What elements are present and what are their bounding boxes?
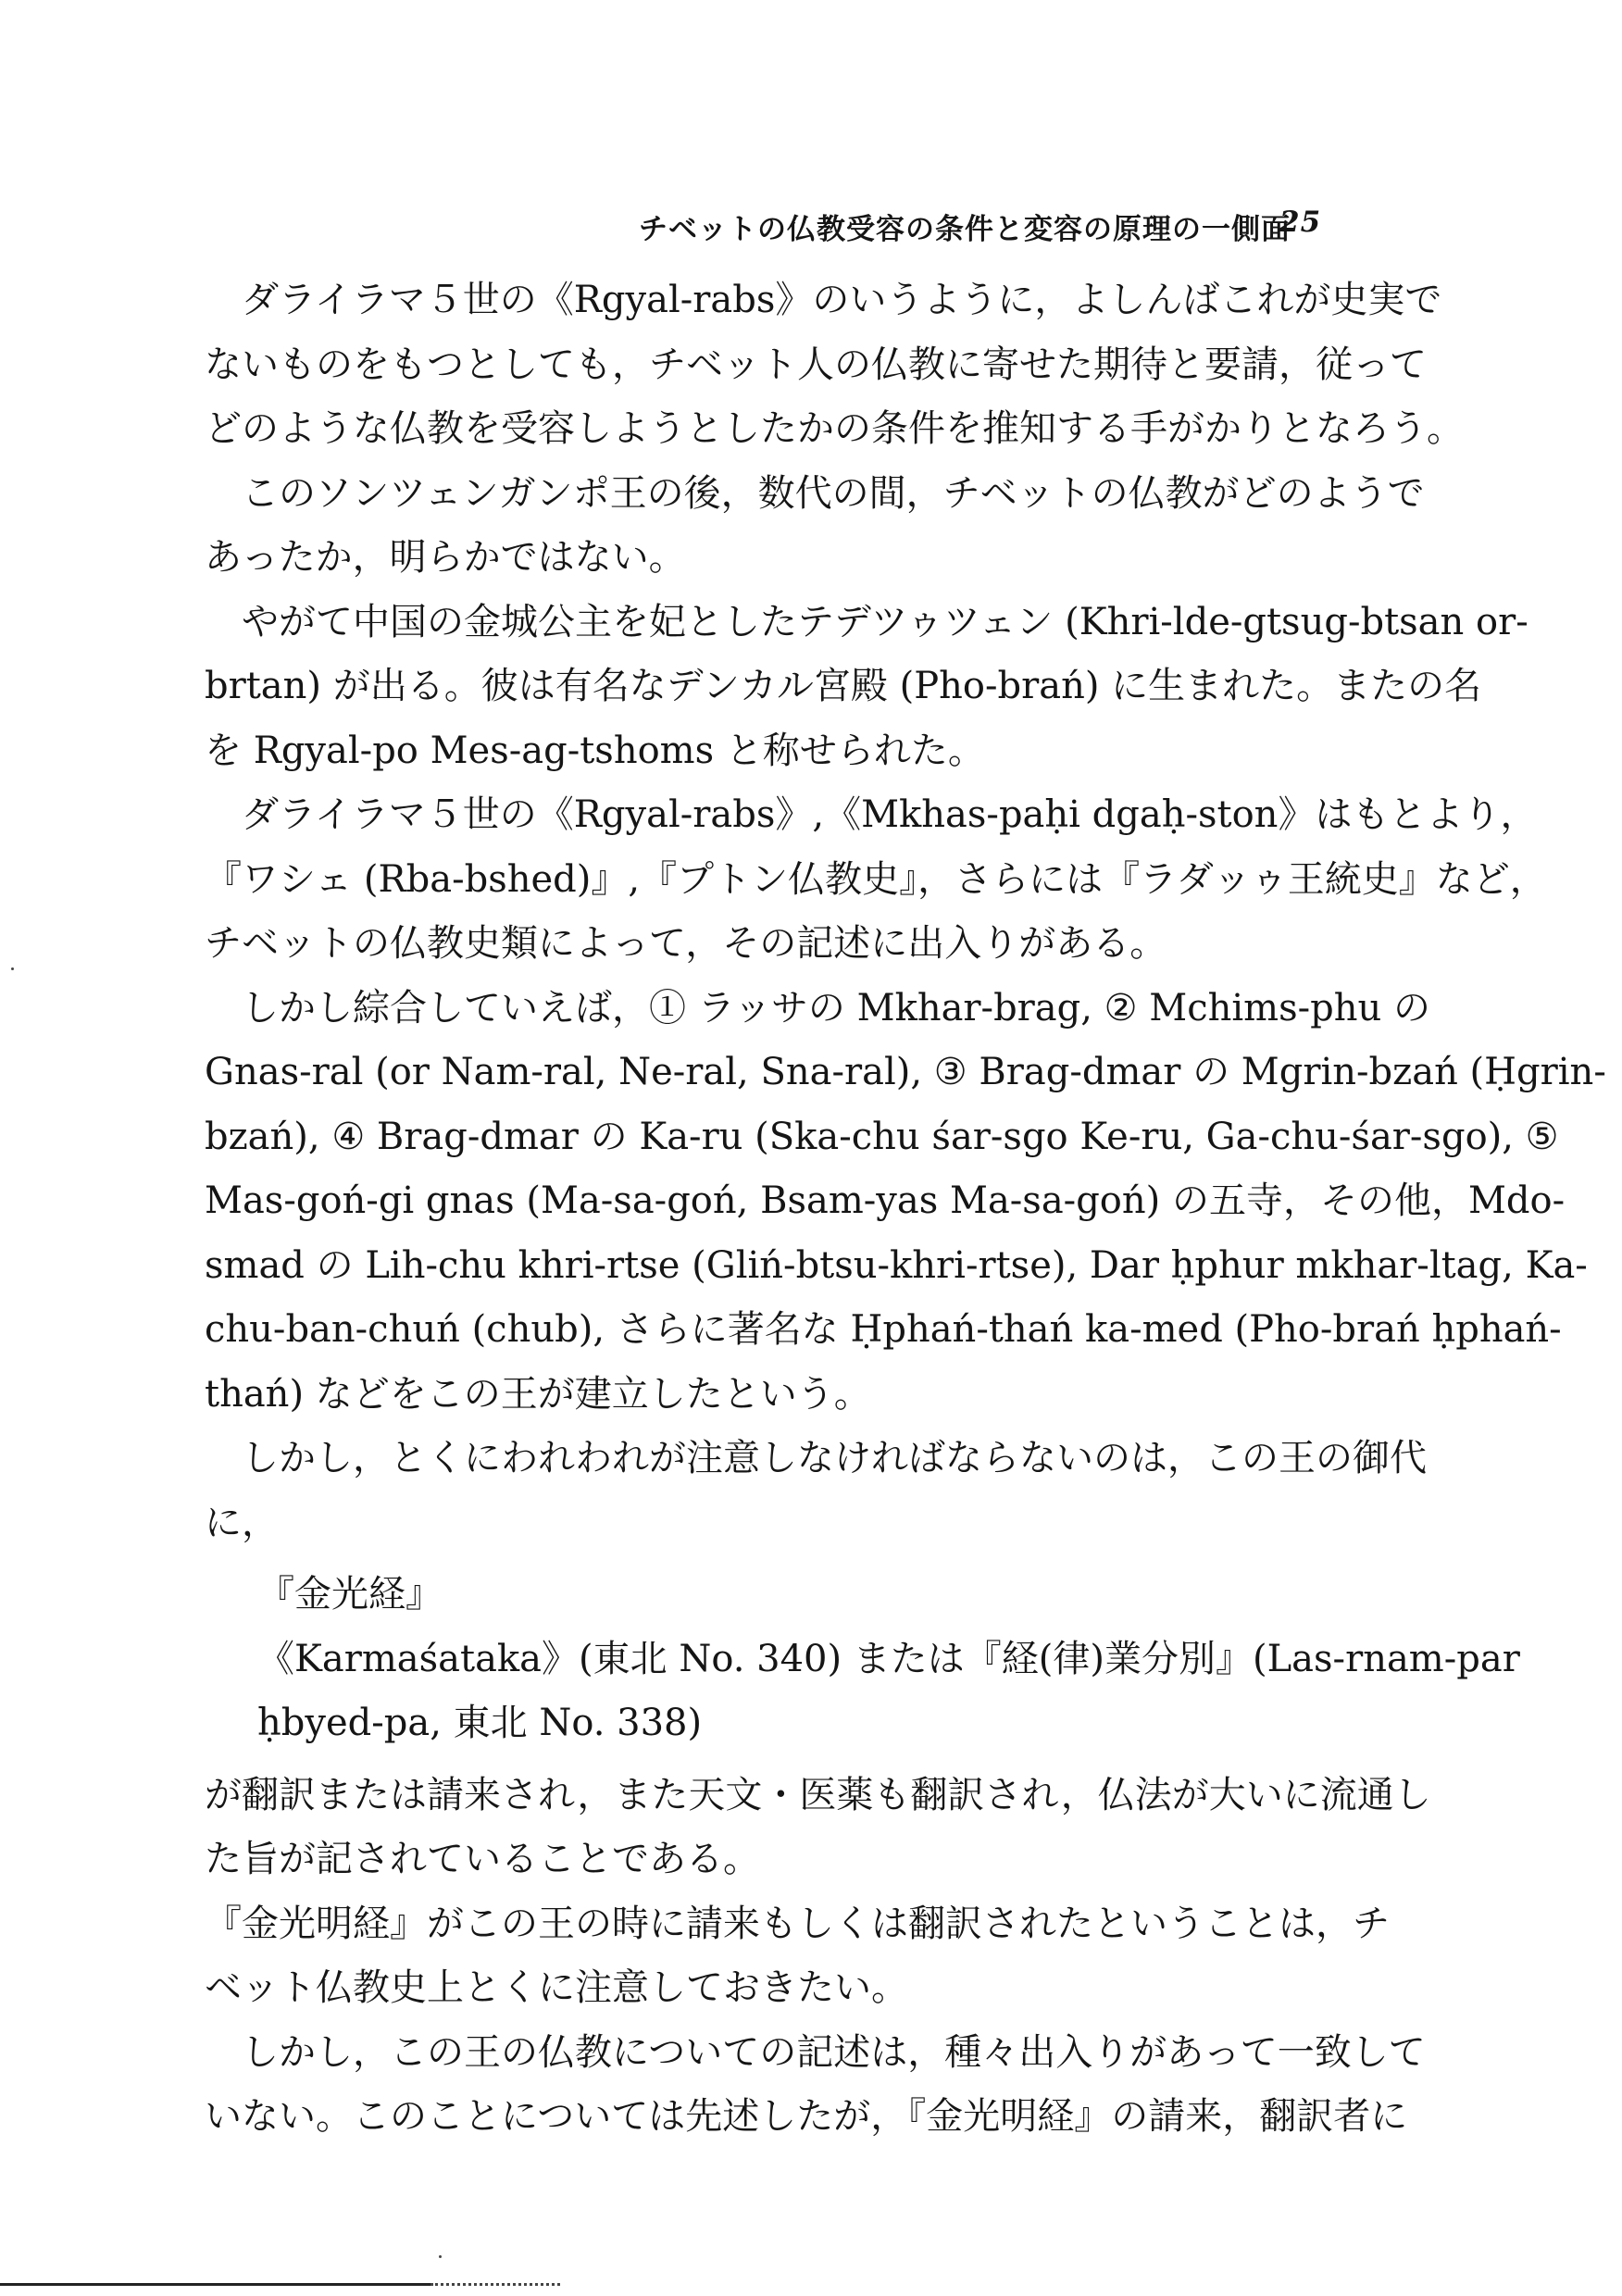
text-line: ベット仏教史上とくに注意しておきたい。: [205, 1966, 908, 2009]
text-line: 『金光明経』がこの王の時に請来もしくは翻訳されたということは，チ: [205, 1902, 1390, 1945]
text-line: いない。このことについては先述したが，『金光明経』の請来，翻訳者に: [205, 2095, 1408, 2138]
text-line: を Rgyal-po Mes-ag-tshoms と称せられた。: [205, 729, 985, 772]
text-line: どのような仏教を受容しようとしたかの条件を推知する手がかりとなろう。: [205, 407, 1464, 450]
page-number: 25: [1279, 206, 1322, 239]
scan-edge-rule: [0, 2283, 430, 2286]
scan-speck: [11, 967, 14, 970]
text-line: 『ワシェ (Rba-bshed)』,『プトン仏教史』，さらには『ラダッゥ王統史』など，: [205, 857, 1547, 901]
text-line: chu-ban-chuń (chub), さらに著名な Ḥphań-thań ka-med (Pho-brań ḥphań-: [205, 1308, 1562, 1351]
quoted-titles: [205, 1563, 1520, 1756]
text-line: brtan) が出る。彼は有名なデンカル宮殿 (Pho-brań) に生まれた。またの名: [205, 665, 1482, 707]
quote-line: 『金光経』: [257, 1573, 443, 1616]
text-line: た旨が記されていることである。: [205, 1838, 760, 1880]
text-line: bzań), ④ Brag-dmar の Ka-ru (Ska-chu śar-sgo Ke-ru, Ga-chu-śar-sgo), ⑤: [205, 1115, 1559, 1158]
text-line: Mas-goń-gi gnas (Ma-sa-goń, Bsam-yas Ma-sa-goń) の五寺，その他，Mdo-: [205, 1179, 1566, 1222]
text-line: に，: [205, 1501, 279, 1544]
text-line: このソンツェンガンポ王の後，数代の間，チベットの仏教がどのようで: [242, 471, 1425, 515]
quote-line: 《Karmaśataka》(東北 No. 340) または『経(律)業分別』(Las-rnam-par: [257, 1637, 1520, 1680]
text-line: しかし綜合していえば，① ラッサの Mkhar-brag, ② Mchims-phu の: [242, 986, 1430, 1029]
body-text: [205, 268, 1606, 2150]
text-line: が翻訳または請来され，また天文・医薬も翻訳され，仏法が大いに流通し: [205, 1773, 1431, 1816]
text-line: あったか，明らかではない。: [205, 536, 686, 579]
scan-speck: [439, 2255, 442, 2258]
text-line: チベットの仏教史類によって，その記述に出入りがある。: [205, 922, 1167, 965]
quote-line: ḥbyed-pa, 東北 No. 338): [257, 1702, 703, 1744]
text-line: やがて中国の金城公主を妃としたテデツゥツェン (Khri-lde-gtsug-btsan or-: [242, 600, 1528, 643]
text-line: Gnas-ral (or Nam-ral, Ne-ral, Sna-ral), ③ Brag-dmar の Mgrin-bzań (Ḥgrin-: [205, 1051, 1606, 1093]
running-head-title: チベットの仏教受容の条件と変容の原理の一側面: [639, 213, 1291, 246]
text-line: しかし，とくにわれわれが注意しなければならないのは，この王の御代: [242, 1437, 1427, 1479]
text-line: ダライラマ５世の《Rgyal-rabs》のいうように，よしんばこれが史実で: [242, 279, 1442, 321]
text-line: しかし，この王の仏教についての記述は，種々出入りがあって一致して: [242, 2030, 1426, 2074]
text-line: smad の Lih-chu khri-rtse (Gliń-btsu-khri-rtse), Dar ḥphur mkhar-ltag, Ka-: [205, 1243, 1588, 1287]
text-line: ないものをもつとしても，チベット人の仏教に寄せた期待と要請，従って: [205, 343, 1427, 386]
text-line: thań) などをこの王が建立したという。: [205, 1372, 871, 1416]
scan-edge-dots: [430, 2283, 560, 2289]
text-line: ダライラマ５世の《Rgyal-rabs》,《Mkhas-paḥi dgaḥ-ston》はもとより，: [242, 793, 1538, 836]
running-head: [639, 206, 1322, 247]
